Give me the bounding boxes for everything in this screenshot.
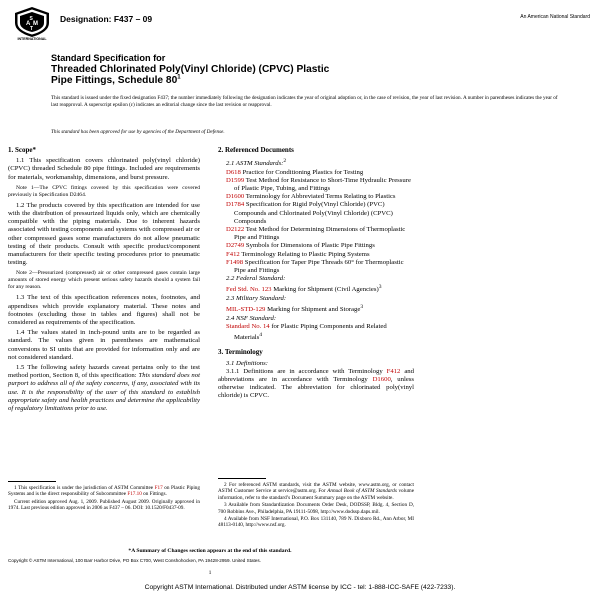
scope-note-1: Note 1—The CPVC fittings covered by this specification were covered previously in Specification D2464.: [8, 184, 200, 198]
astm-logo-icon: [12, 6, 52, 38]
title-line-3-text: Pipe Fittings, Schedule 80: [51, 75, 178, 87]
footnote-2-book: Annual Book of ASTM Standards: [327, 488, 397, 495]
scope-paragraph-1-3: 1.3 The text of this specification references notes, footnotes, and appendixes which provide explanatory material. These notes and footnotes (excluding those in tables and figures) shall not be considered as requirements of the specification.: [8, 294, 200, 327]
title-line-1: Standard Specification for: [51, 53, 166, 63]
footnote-3: 3 Available from Standardization Documents Order Desk, DODSSP, Bldg. 4, Section D, 700 Robbins Ave., Philadelphia, PA 19111-5098, http://www.dodssp.daps.mil.: [218, 502, 414, 515]
document-header: [8, 6, 592, 46]
scope-paragraph-1-4: 1.4 The values stated in inch-pound units are to be regarded as standard. The values given in parentheses are mathematical conversions to SI units that are provided for information only and are not considered standard.: [8, 329, 200, 361]
terminology-paragraph: [218, 368, 414, 401]
mil-std-text: Marking for Shipment and Storage: [265, 306, 361, 314]
reference-title: Terminology for Abbreviated Terms Relating to Plastics: [244, 193, 396, 201]
footnote-1: [8, 485, 200, 498]
terminology-text-b: and abbreviations are in accordance with Terminology: [218, 367, 414, 384]
scope-note-2: Note 2—Pressurized (compressed) air or other compressed gases contain large amounts of stored energy which present serious safety hazards should a system fail for any reason.: [8, 270, 200, 291]
nsf-text: for Plastic Piping Components and Related Materials: [234, 322, 387, 342]
reference-title: Test Method for Resistance to Short-Time Hydraulic Pressure of Plastic Pipe, Tubing, and Fittings: [234, 176, 411, 193]
nsf-mark: 4: [259, 331, 263, 338]
reference-item: [218, 169, 414, 177]
right-column: [218, 146, 414, 403]
link-f17[interactable]: F17: [154, 485, 163, 491]
reference-link-d1599[interactable]: D1599: [226, 176, 245, 184]
national-standard-label: An American National Standard: [520, 14, 590, 20]
reference-item: [218, 193, 414, 201]
link-fed-std-123[interactable]: Fed Std. No. 123: [226, 286, 272, 294]
footnote-4: 4 Available from NSF International, P.O. Box 131140, 789 N. Dixboro Rd., Ann Arbor, MI 48113-0140, http://www.nsf.org.: [218, 516, 414, 529]
astm-reference-list: [218, 169, 414, 276]
link-nsf-standard-14[interactable]: Standard No. 14: [226, 322, 270, 330]
svg-text:T: T: [30, 26, 34, 32]
reference-link-d2749[interactable]: D2749: [226, 242, 245, 250]
designation-label: Designation: F437 – 09: [60, 14, 153, 24]
astm-standards-label-text: 2.1 ASTM Standards:: [226, 160, 284, 168]
definitions-label: 3.1 Definitions:: [226, 359, 268, 367]
footnote-1-text-b: on Plastic Piping Systems and is the direct responsibility of Subcommittee: [8, 485, 200, 498]
footnote-1-edition: Current edition approved Aug. 1, 2009. Published August 2009. Originally approved in 1974. Last previous edition approved in 2006 as F437 – 06. DOI: 10.1520/F0437-09.: [8, 498, 200, 512]
footnote-1-text-c: on Fittings.: [141, 491, 167, 498]
nsf-standard-label: 2.4 NSF Standard:: [226, 314, 277, 322]
reference-title: Test Method for Determining Dimensions of Thermoplastic Pipe and Fittings: [234, 226, 406, 242]
svg-text:M: M: [33, 21, 38, 27]
svg-text:A: A: [26, 21, 31, 27]
reference-link-d1600[interactable]: D1600: [226, 193, 245, 201]
scope-paragraph-1-5-lead: 1.5 The following safety hazards caveat pertains only to the test method portion, Section 8, of this specification:: [8, 364, 200, 380]
terminology-heading: 3. Terminology: [218, 348, 263, 357]
terminology-text-a: 3.1.1 Definitions are in accordance with Terminology: [226, 367, 387, 375]
referenced-documents-heading: 2. Referenced Documents: [218, 146, 294, 154]
reference-item: [218, 251, 414, 259]
mil-std-mark: 3: [360, 304, 364, 311]
scope-paragraph-1-1: 1.1 This specification covers chlorinated poly(vinyl chloride) (CPVC) threaded Schedule 80 pipe fittings. Included are requirements for materials, workmanship, dimensions, and burst pressure.: [8, 157, 200, 181]
reference-item: [218, 201, 414, 226]
fed-std-text: Marking for Shipment (Civil Agencies): [271, 286, 379, 294]
title-line-3: [51, 75, 451, 86]
link-f17-10[interactable]: F17.10: [127, 491, 142, 498]
document-title: [51, 53, 451, 87]
left-footnotes: [8, 477, 200, 513]
preamble-text: This standard is issued under the fixed designation F437; the number immediately following the designation indicates the year of original adoption or, in the case of revision, the year of last revision. A number in parentheses indicates the year of last reapproval. A superscript epsilon (ε) indicates an editorial change since the last revision or reapproval.: [51, 95, 558, 109]
reference-item-mil-std-129: [218, 303, 414, 314]
link-f412-terminology[interactable]: F412: [386, 367, 401, 375]
left-column: [8, 146, 200, 415]
reference-item: [218, 259, 414, 275]
right-footnotes: [218, 474, 414, 530]
footnote-2: [218, 482, 414, 501]
astm-standards-label: [218, 157, 414, 168]
reference-link-d1784[interactable]: D1784: [226, 201, 245, 209]
federal-standard-label: 2.2 Federal Standard:: [226, 275, 286, 283]
reference-title: Symbols for Dimensions of Plastic Pipe Fittings: [244, 242, 375, 250]
reference-link-f412[interactable]: F412: [226, 250, 240, 258]
reference-item: [218, 226, 414, 242]
reference-link-d618[interactable]: D618: [226, 168, 241, 176]
astm-logo: [12, 6, 50, 46]
reference-title: Specification for Taper Pipe Threads 60° for Thermoplastic Pipe and Fittings: [234, 258, 404, 275]
link-mil-std-129[interactable]: MIL-STD-129: [226, 306, 266, 314]
footnote-2-text-a: 2 For referenced ASTM standards, visit the ASTM website, www.astm.org, or contact ASTM Customer Service at service@astm.org. For: [218, 482, 414, 495]
fed-std-mark: 3: [378, 284, 382, 291]
dod-approval-note: This standard has been approved for use by agencies of the Department of Defense.: [51, 129, 225, 135]
reference-item-nsf-14: [218, 323, 414, 343]
military-standard-label: 2.3 Military Standard:: [226, 294, 287, 302]
scope-paragraph-1-5: [8, 364, 200, 413]
scope-safety-caveat: This standard does not purport to address all of the safety concerns, if any, associated with its use. It is the responsibility of the user of this standard to establish appropriate safety and health practices and determine the applicability of regulatory limitations prior to use.: [8, 372, 200, 413]
footnote-1-text-a: 1 This specification is under the jurisdiction of ASTM Committee: [14, 485, 155, 491]
reference-title: Specification for Rigid Poly(Vinyl Chloride) (PVC) Compounds and Chlorinated Poly(Vinyl Chloride) (CPVC) Compounds: [234, 201, 393, 225]
logo-caption: INTERNATIONAL: [17, 37, 47, 41]
astm-standards-mark: 2: [283, 158, 287, 165]
license-banner: Copyright ASTM International. Distributed under ASTM license by ICC - tel: 1-888-ICC-SAFE (422-7233).: [144, 584, 456, 591]
reference-item-fed-std-123: [218, 283, 414, 294]
scope-heading: 1. Scope*: [8, 146, 36, 154]
reference-link-d2122[interactable]: D2122: [226, 226, 245, 234]
footnote-divider-right: [218, 478, 266, 479]
copyright-line: Copyright © ASTM International, 100 Barr Harbor Drive, PO Box C700, West Conshohocken, PA 19428-2959. United States.: [8, 558, 261, 563]
reference-link-f1498[interactable]: F1498: [226, 258, 244, 266]
reference-item: [218, 177, 414, 193]
terminology-text-c: , unless otherwise indicated. The abbreviation for chlorinated poly(vinyl chloride) is CPVC.: [218, 376, 415, 400]
reference-item: [218, 242, 414, 250]
link-d1600-terminology[interactable]: D1600: [372, 376, 391, 384]
reference-title: Terminology Relating to Plastic Piping Systems: [239, 250, 370, 258]
page-number: 1: [208, 570, 212, 576]
title-footnote-mark: 1: [177, 75, 181, 82]
reference-title: Practice for Conditioning Plastics for Testing: [240, 168, 364, 176]
footnote-2-text-c: volume information, refer to the standard’s Document Summary page on the ASTM website.: [218, 488, 415, 501]
scope-paragraph-1-2: 1.2 The products covered by this specification are intended for use with the distribution of pressurized liquids only, which are chemically compatible with the piping materials. Due to inherent hazards associated with testing components and systems with compressed air or other compressed gases some manufacturers do not allow pneumatic testing of their products. Consult with specific product/component manufacturers for their specific testing procedures prior to pneumatic testing.: [8, 201, 200, 267]
title-line-2: Threaded Chlorinated Poly(Vinyl Chloride) (CPVC) Plastic: [51, 64, 330, 76]
summary-of-changes-note: *A Summary of Changes section appears at the end of this standard.: [128, 548, 292, 554]
svg-text:S: S: [29, 16, 33, 22]
footnote-divider: [8, 481, 56, 482]
